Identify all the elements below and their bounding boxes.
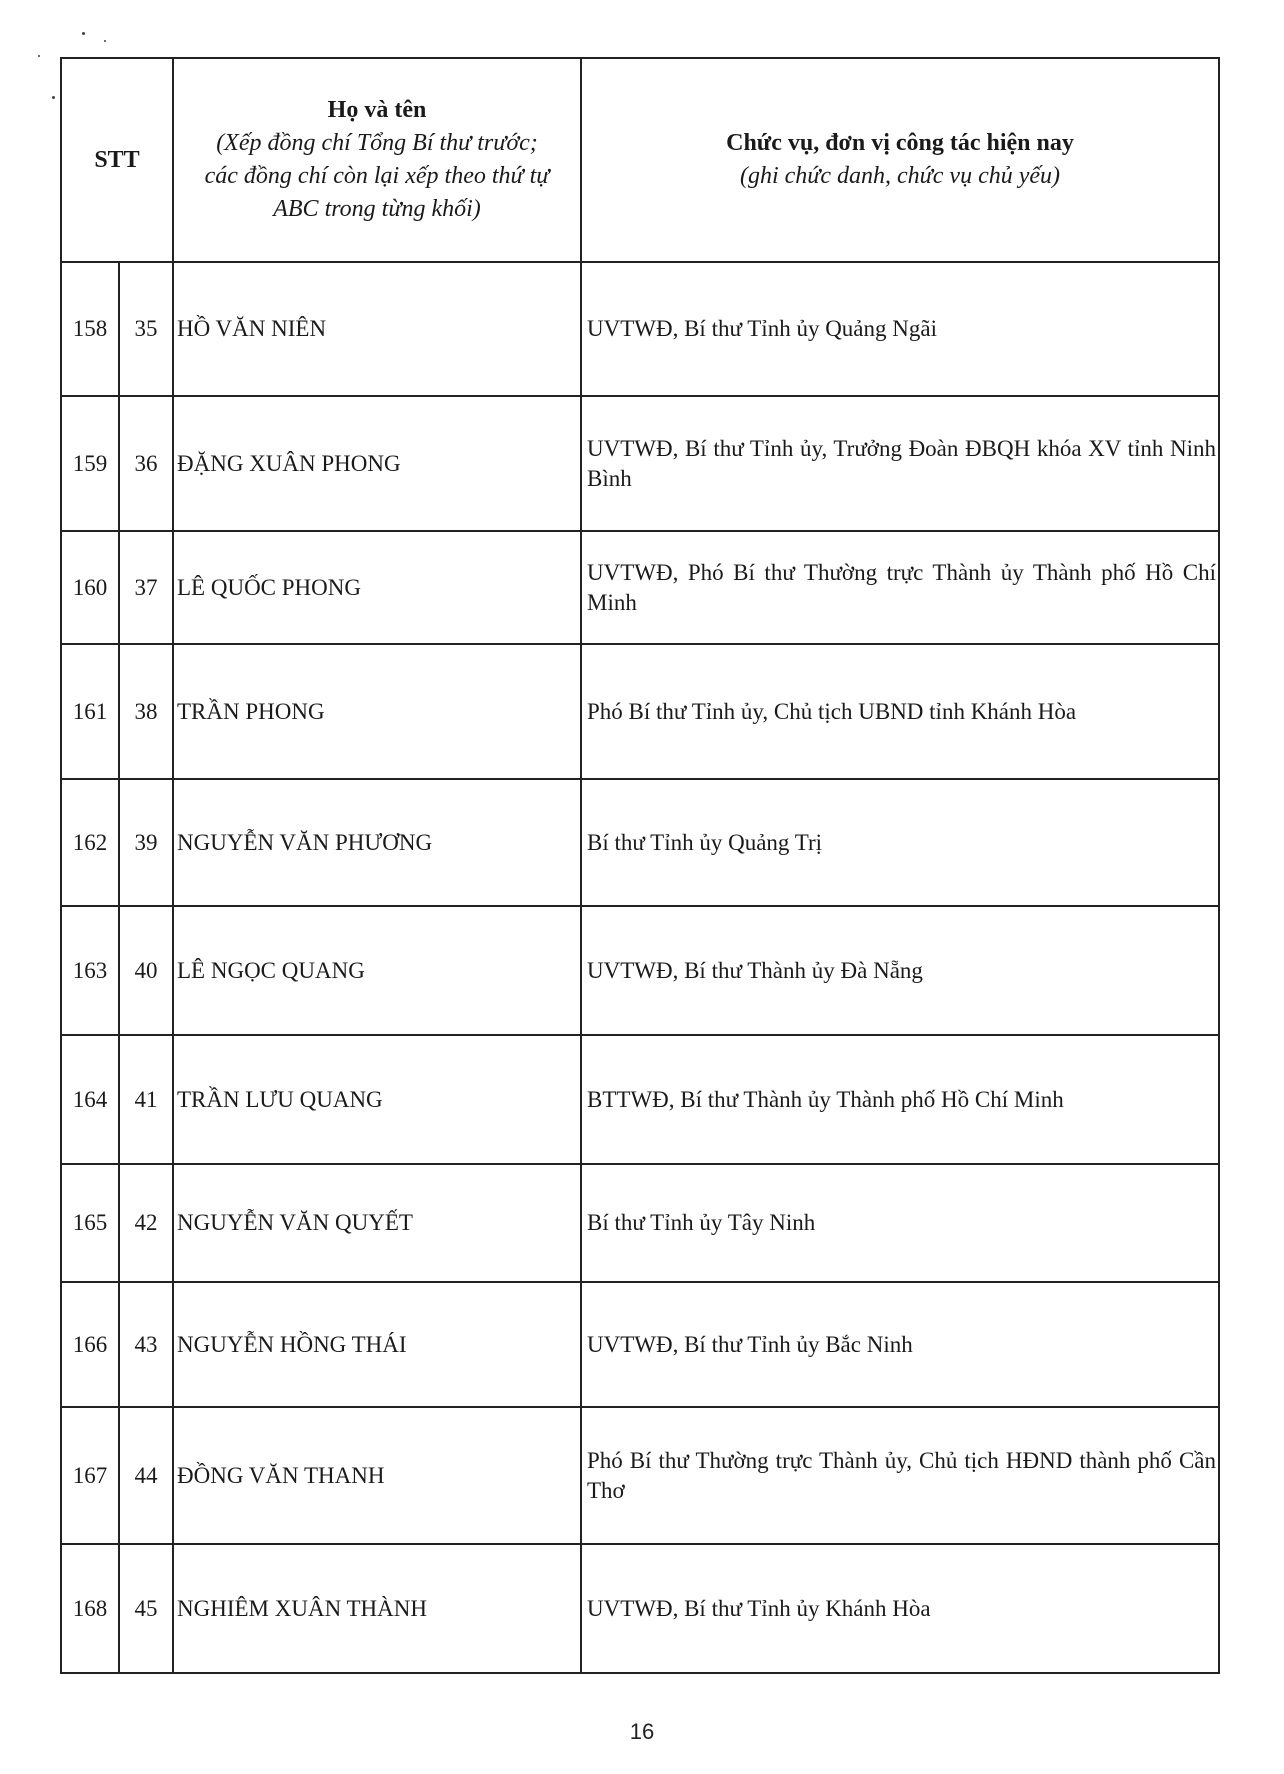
row-sub-number: 41 bbox=[119, 1035, 173, 1164]
header-name-note: (Xếp đồng chí Tổng Bí thư trước; bbox=[216, 130, 538, 156]
row-name: LÊ NGỌC QUANG bbox=[173, 906, 581, 1035]
table-row bbox=[61, 262, 1219, 396]
row-position: UVTWĐ, Bí thư Tỉnh ủy Quảng Ngãi bbox=[581, 262, 1219, 396]
table-row bbox=[61, 1035, 1219, 1164]
row-position: Phó Bí thư Tỉnh ủy, Chủ tịch UBND tỉnh Khánh Hòa bbox=[581, 644, 1219, 779]
row-name: NGUYỄN VĂN QUYẾT bbox=[173, 1164, 581, 1282]
page-number: 16 bbox=[629, 1719, 655, 1744]
row-sub-number: 42 bbox=[119, 1164, 173, 1282]
row-sub-number: 39 bbox=[119, 779, 173, 906]
table-row bbox=[61, 396, 1219, 531]
row-name: HỒ VĂN NIÊN bbox=[173, 262, 581, 396]
row-position: Bí thư Tỉnh ủy Tây Ninh bbox=[581, 1164, 1219, 1282]
row-position: Phó Bí thư Thường trực Thành ủy, Chủ tịch HĐND thành phố Cần Thơ bbox=[581, 1407, 1219, 1544]
header-position-title: Chức vụ, đơn vị công tác hiện nay bbox=[726, 130, 1074, 156]
row-name: LÊ QUỐC PHONG bbox=[173, 531, 581, 644]
header-position bbox=[581, 58, 1219, 262]
table-row bbox=[61, 1544, 1219, 1673]
header-name-note: các đồng chí còn lại xếp theo thứ tự bbox=[204, 163, 550, 189]
row-number: 168 bbox=[61, 1544, 119, 1673]
row-position: UVTWĐ, Bí thư Tỉnh ủy, Trưởng Đoàn ĐBQH khóa XV tỉnh Ninh Bình bbox=[581, 396, 1219, 531]
row-sub-number: 38 bbox=[119, 644, 173, 779]
table-header-row bbox=[61, 58, 1219, 262]
official-list-table bbox=[60, 57, 1218, 1674]
scan-speck bbox=[52, 96, 55, 99]
row-number: 166 bbox=[61, 1282, 119, 1407]
row-number: 167 bbox=[61, 1407, 119, 1544]
table-row bbox=[61, 1407, 1219, 1544]
row-position: UVTWĐ, Phó Bí thư Thường trực Thành ủy Thành phố Hồ Chí Minh bbox=[581, 531, 1219, 644]
row-position: BTTWĐ, Bí thư Thành ủy Thành phố Hồ Chí Minh bbox=[581, 1035, 1219, 1164]
row-name: ĐẶNG XUÂN PHONG bbox=[173, 396, 581, 531]
row-sub-number: 37 bbox=[119, 531, 173, 644]
scan-speck bbox=[104, 40, 106, 42]
row-sub-number: 45 bbox=[119, 1544, 173, 1673]
row-sub-number: 40 bbox=[119, 906, 173, 1035]
row-name: TRẦN PHONG bbox=[173, 644, 581, 779]
row-sub-number: 35 bbox=[119, 262, 173, 396]
table-row bbox=[61, 1282, 1219, 1407]
row-number: 158 bbox=[61, 262, 119, 396]
row-number: 165 bbox=[61, 1164, 119, 1282]
row-sub-number: 44 bbox=[119, 1407, 173, 1544]
row-sub-number: 36 bbox=[119, 396, 173, 531]
header-position-note: (ghi chức danh, chức vụ chủ yếu) bbox=[739, 163, 1061, 189]
row-position: UVTWĐ, Bí thư Thành ủy Đà Nẵng bbox=[581, 906, 1219, 1035]
row-number: 162 bbox=[61, 779, 119, 906]
row-name: TRẦN LƯU QUANG bbox=[173, 1035, 581, 1164]
table-row bbox=[61, 1164, 1219, 1282]
row-name: NGUYỄN VĂN PHƯƠNG bbox=[173, 779, 581, 906]
header-name-note: ABC trong từng khối) bbox=[273, 196, 481, 222]
row-number: 164 bbox=[61, 1035, 119, 1164]
header-stt bbox=[61, 58, 173, 262]
row-position: UVTWĐ, Bí thư Tỉnh ủy Khánh Hòa bbox=[581, 1544, 1219, 1673]
scan-speck bbox=[38, 55, 40, 57]
row-number: 159 bbox=[61, 396, 119, 531]
scan-speck bbox=[82, 32, 85, 35]
row-position: Bí thư Tỉnh ủy Quảng Trị bbox=[581, 779, 1219, 906]
table-row bbox=[61, 531, 1219, 644]
header-name-title: Họ và tên bbox=[327, 97, 427, 123]
row-name: NGUYỄN HỒNG THÁI bbox=[173, 1282, 581, 1407]
header-stt-label: STT bbox=[94, 146, 140, 173]
row-name: NGHIÊM XUÂN THÀNH bbox=[173, 1544, 581, 1673]
row-number: 161 bbox=[61, 644, 119, 779]
row-number: 163 bbox=[61, 906, 119, 1035]
header-name bbox=[173, 58, 581, 262]
table-row bbox=[61, 644, 1219, 779]
table-row bbox=[61, 906, 1219, 1035]
row-name: ĐỒNG VĂN THANH bbox=[173, 1407, 581, 1544]
row-position: UVTWĐ, Bí thư Tỉnh ủy Bắc Ninh bbox=[581, 1282, 1219, 1407]
row-sub-number: 43 bbox=[119, 1282, 173, 1407]
table-row bbox=[61, 779, 1219, 906]
row-number: 160 bbox=[61, 531, 119, 644]
